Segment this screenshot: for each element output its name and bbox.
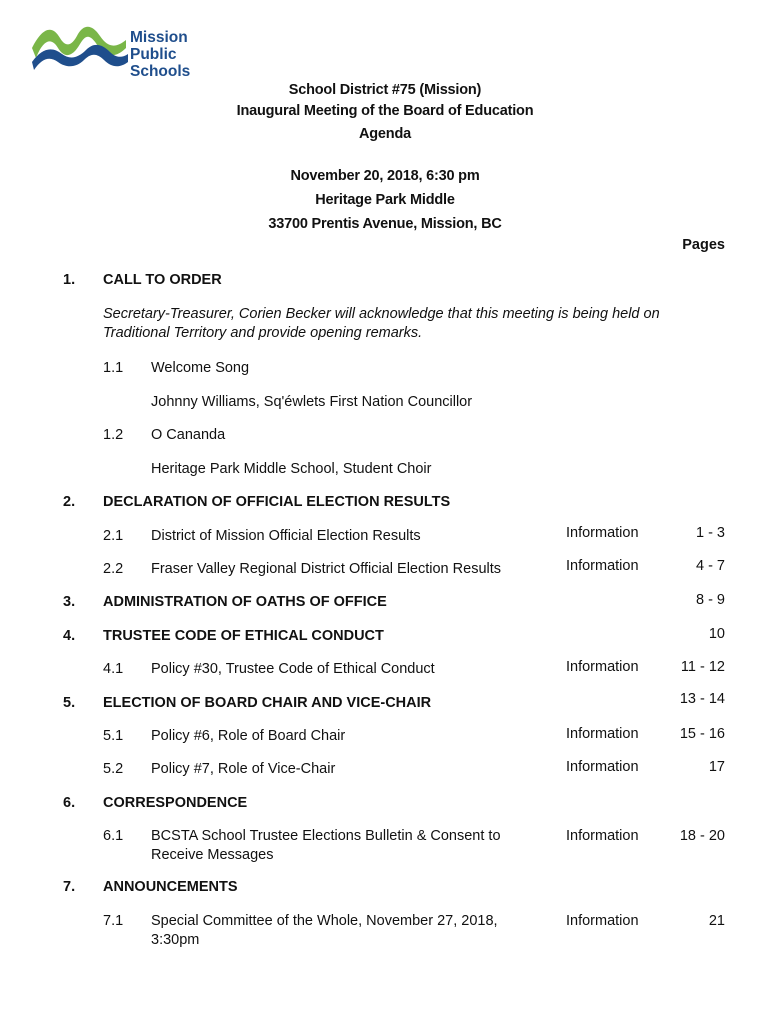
- section-number: 7.: [63, 879, 76, 895]
- item-action: Information: [566, 525, 639, 541]
- item-pages: 11 - 12: [680, 659, 725, 675]
- meeting-date: November 20, 2018, 6:30 pm: [290, 168, 480, 184]
- section-title: ELECTION OF BOARD CHAIR AND VICE-CHAIR: [103, 695, 432, 711]
- item-number: 2.2: [103, 561, 124, 577]
- item-title: Special Committee of the Whole, November 27, 2018, 3:30pm: [151, 913, 498, 948]
- section-title: TRUSTEE CODE OF ETHICAL CONDUCT: [103, 628, 384, 644]
- item-title: O Cananda: [151, 427, 226, 443]
- item-pages: 21: [708, 913, 725, 929]
- item-pages: 4 - 7: [695, 558, 725, 574]
- meeting-title: Inaugural Meeting of the Board of Education: [236, 103, 534, 119]
- item-number: 1.2: [103, 427, 124, 443]
- pages-column-header: Pages: [682, 237, 725, 253]
- section-title: DECLARATION OF OFFICIAL ELECTION RESULTS: [103, 494, 451, 510]
- logo-line-2: Public Schools: [130, 46, 191, 80]
- item-action: Information: [566, 558, 639, 574]
- item-title: Welcome Song: [151, 360, 250, 376]
- section-number: 4.: [63, 628, 76, 644]
- item-action: Information: [566, 828, 639, 844]
- item-pages: 17: [708, 759, 725, 775]
- item-title: District of Mission Official Election Results: [151, 528, 421, 544]
- section-title: ADMINISTRATION OF OATHS OF OFFICE: [103, 594, 387, 610]
- item-action: Information: [566, 726, 639, 742]
- section-title: CORRESPONDENCE: [103, 795, 248, 811]
- section-pages: 10: [708, 626, 725, 642]
- item-pages: 18 - 20: [679, 828, 725, 844]
- item-number: 5.2: [103, 761, 124, 777]
- item-pages: 15 - 16: [679, 726, 725, 742]
- item-number: 6.1: [103, 828, 124, 844]
- logo-line-1: Mission: [130, 29, 188, 46]
- section-title: ANNOUNCEMENTS: [103, 879, 238, 895]
- mission-public-schools-logo: [30, 18, 240, 80]
- section-number: 1.: [63, 272, 76, 288]
- item-title: Fraser Valley Regional District Official Election Results: [151, 561, 502, 577]
- item-action: Information: [566, 659, 639, 675]
- section-pages: 13 - 14: [679, 691, 725, 707]
- document-title: Agenda: [359, 126, 411, 142]
- item-action: Information: [566, 913, 639, 929]
- mountain-logo-icon: [30, 18, 130, 70]
- item-number: 4.1: [103, 661, 124, 677]
- item-number: 2.1: [103, 528, 124, 544]
- district-title: School District #75 (Mission): [288, 82, 482, 98]
- section-number: 3.: [63, 594, 76, 610]
- item-number: 1.1: [103, 360, 124, 376]
- item-number: 5.1: [103, 728, 124, 744]
- item-note: Heritage Park Middle School, Student Choir: [151, 461, 432, 477]
- section-intro-text: Secretary-Treasurer, Corien Becker will acknowledge that this meeting is being held on Traditional Territory and provide opening remarks.: [103, 306, 660, 341]
- item-number: 7.1: [103, 913, 124, 929]
- item-action: Information: [566, 759, 639, 775]
- meeting-address: 33700 Prentis Avenue, Mission, BC: [268, 216, 502, 232]
- section-title: CALL TO ORDER: [103, 272, 222, 288]
- item-title: BCSTA School Trustee Elections Bulletin & Consent to Receive Messages: [151, 828, 501, 863]
- section-number: 6.: [63, 795, 76, 811]
- section-pages: 8 - 9: [695, 592, 725, 608]
- section-number: 5.: [63, 695, 76, 711]
- section-number: 2.: [63, 494, 76, 510]
- item-title: Policy #7, Role of Vice-Chair: [151, 761, 336, 777]
- item-title: Policy #6, Role of Board Chair: [151, 728, 346, 744]
- item-pages: 1 - 3: [695, 525, 725, 541]
- meeting-venue: Heritage Park Middle: [315, 192, 455, 208]
- item-note: Johnny Williams, Sq'éwlets First Nation Councillor: [151, 394, 473, 410]
- item-title: Policy #30, Trustee Code of Ethical Conduct: [151, 661, 435, 677]
- logo-wordmark: [130, 29, 240, 80]
